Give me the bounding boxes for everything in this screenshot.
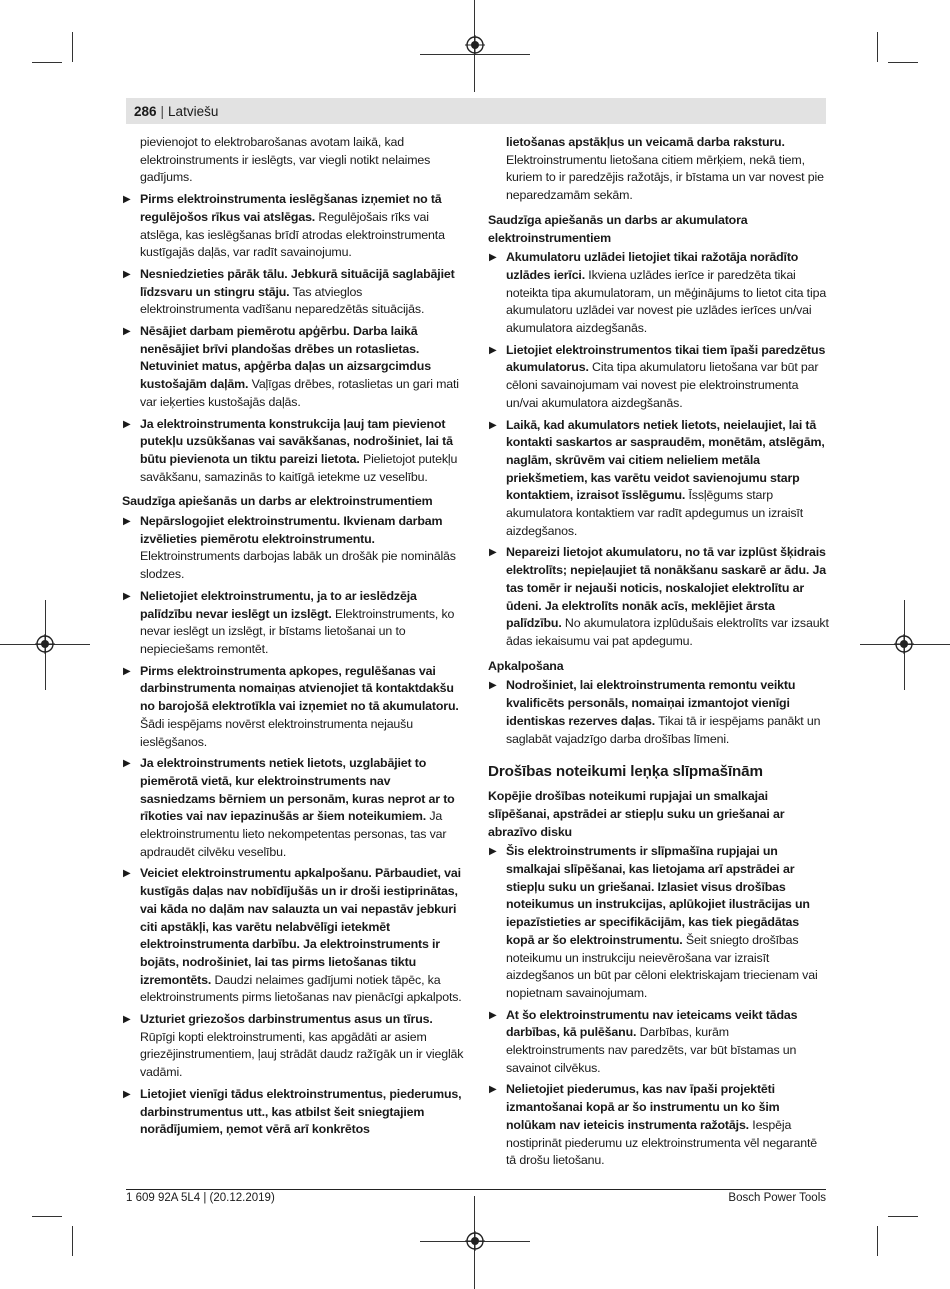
crop-mark [877,32,878,62]
subheading-power-tools: Saudzīga apiešanās un darbs ar elektroinstrumentiem [122,494,433,509]
list-item [488,249,830,338]
item-text: Pielietojot putekļu savākšanu, samazinās to kaitīgā ietekme uz veselību. [140,451,458,484]
item-text: Iespēja nostiprināt piederumu uz elektroinstrumenta vēl negarantē tā drošu lietošanu. [506,1117,818,1168]
footer-rule [126,1189,826,1190]
crop-mark [32,62,62,63]
bullet-arrow-icon: ▶ [489,419,497,431]
item-bold-text: Nodrošiniet, lai elektroinstrumenta remontu veiktu kvalificēts personāls, nomaiņai izmantojot vienīgi identiskas rezerves daļas. [506,678,796,728]
item-bold-text: Nelietojiet piederumus, kas nav īpaši projektēti izmantošanai kopā ar šo instrumentu un ko šim nolūkam nav ieteicis instrumenta ražotājs. [506,1082,780,1132]
page-header [126,98,826,124]
list-item [488,544,830,650]
bullet-arrow-icon: ▶ [123,194,131,206]
list-item [488,1007,830,1078]
bullet-arrow-icon: ▶ [123,326,131,338]
item-text: Tikai tā ir iespējams panākt un saglabāt vajadzīgo darba drošības līmeni. [506,713,821,746]
footer-doc-id: 1 609 92A 5L4 | (20.12.2019) [126,1192,275,1204]
page-number: 286 [134,103,157,119]
list-item [122,323,464,412]
crop-mark [888,1216,918,1217]
item-bold-text: Lietojiet elektroinstrumentos tikai tiem īpaši paredzētus akumulatorus. [506,342,826,375]
crop-mark [32,1216,62,1217]
list-item [122,416,464,487]
item-bold-text: Šis elektroinstruments ir slīpmašīna rupjajai un smalkajai slīpēšanai, kas lietojama arī apstrādei ar stiepļu suku un griešanai. Izlasiet visus drošības noteikumus un instrukcijas, aplūkojiet ilustrācijas un iepazīstieties ar specifikācijām, kas tiek piegādātas kopā ar šo elektroinstrumentu. [506,844,810,947]
list-item [122,513,464,584]
registration-mark-icon [35,634,55,654]
item-text: Cita tipa akumulatoru lietošana var būt par cēloni savainojumam vai novest pie elektroinstrumenta un/vai akumulatora aizdegšanās. [506,360,819,410]
item-bold-text: Ja elektroinstrumenta konstrukcija ļauj tam pievienot putekļu uzsūkšanas vai savākšanas, nodrošiniet, lai tā būtu pievienota un tiktu pareizi lietota. [140,416,453,466]
list-item [122,191,464,262]
bullet-arrow-icon: ▶ [123,665,131,677]
list-item [122,1086,464,1139]
item-text: Vaļīgas drēbes, rotaslietas un gari mati var ieķerties kustošajās daļās. [140,377,459,409]
safety-list [488,249,830,650]
list-item [122,663,464,752]
crop-mark [888,62,918,63]
item-text: Regulējošais rīks vai atslēga, kas ieslēgšanas brīdī atrodas elektroinstrumenta kustīgajās daļās, var radīt savainojumu. [140,209,445,260]
registration-mark-icon [894,634,914,654]
bullet-arrow-icon: ▶ [123,1088,131,1100]
list-item [488,417,830,541]
list-item [488,677,830,748]
bullet-arrow-icon: ▶ [123,1014,131,1026]
item-bold-text: Veiciet elektroinstrumentu apkalpošanu. Pārbaudiet, vai kustīgās daļas nav nobīdījušās un ir droši iestiprinātas, vai kāda no daļām nav salauzta un vai nepastāv jebkuri citi apstākļi, kas varētu nelabvēlīgi ietekmēt elektroinstrumenta darbību. Ja elektroinstruments ir bojāts, nodrošiniet, lai tas pirms lietošanas tiktu izremontēts. [140,866,461,987]
item-text: Elektroinstruments darbojas labāk un drošāk pie nominālās slodzes. [140,549,456,582]
crop-mark [877,1226,878,1256]
crop-mark [72,32,73,62]
bullet-arrow-icon: ▶ [489,1009,497,1021]
safety-list [122,513,464,1139]
bullet-arrow-icon: ▶ [123,268,131,280]
list-item [488,843,830,1002]
bullet-arrow-icon: ▶ [123,516,131,528]
item-text: Daudzi nelaimes gadījumi notiek tāpēc, ka elektroinstruments pirms lietošanas nav pienācīgi apkalpots. [140,972,462,1005]
bullet-arrow-icon: ▶ [123,868,131,880]
item-text: Ja elektroinstrumentu lieto nekompetentas personas, tas var apdraudēt cilvēku veselību. [140,809,447,859]
list-item [122,755,464,861]
bullet-arrow-icon: ▶ [489,344,497,356]
header-separator: | [160,103,165,119]
item-bold-text: Nesniedzieties pārāk tālu. Jebkurā situācijā saglabājiet līdzsvaru un stingru stāju. [140,266,455,299]
list-item [122,1011,464,1082]
item-text: Darbības, kurām elektroinstruments nav paredzēts, var būt bīstamas un savainot cilvēkus. [506,1025,797,1075]
bullet-arrow-icon: ▶ [489,846,497,858]
item-bold-text: Laikā, kad akumulators netiek lietots, neielaujiet, lai tā kontakti saskartos ar saspraudēm, monētām, atslēgām, naglām, skrūvēm vai citiem nelieliem metāla priekšmetiem, kas varētu veidot savienojumu starp kontaktiem, izraisot īsslēgumu. [506,417,825,503]
subheading-battery: Saudzīga apiešanās un darbs ar akumulatora elektroinstrumentiem [488,212,748,245]
footer-brand: Bosch Power Tools [728,1192,826,1204]
item-bold-text: At šo elektroinstrumentu nav ieteicams veikt tādas darbības, kā pulēšanu. [506,1007,798,1040]
left-column [122,134,464,1143]
safety-list [122,191,464,486]
item-text: Šādi iespējams novērst elektroinstrumenta nejaušu ieslēgšanos. [140,716,413,749]
bullet-arrow-icon: ▶ [123,590,131,602]
item-bold-text: Nepārslogojiet elektroinstrumentu. Ikvienam darbam izvēlieties piemērotu elektroinstrumentu. [140,514,443,546]
item-text: No akumulatora izplūdušais elektrolīts var izsaukt ādas iekaisumu vai pat apdegumu. [506,616,829,648]
list-item [122,588,464,659]
subheading-service: Apkalpošana [488,658,564,673]
right-column [488,134,830,1174]
registration-mark-icon [465,35,485,55]
list-item [488,342,830,413]
crop-mark [72,1226,73,1256]
item-bold-text: Akumulatoru uzlādei lietojiet tikai ražotāja norādīto uzlādes ierīci. [506,250,799,282]
item-bold-text: Nelietojiet elektroinstrumentu, ja to ar ieslēdzēja palīdzību nevar ieslēgt un izslēgt. [140,588,417,621]
safety-list [488,677,830,748]
header-language: Latviešu [168,103,219,119]
subheading-common: Kopējie drošības noteikumi rupjajai un smalkajai slīpēšanai, apstrādei ar stiepļu suku un griešanai ar abrazīvo disku [488,789,785,839]
continued-paragraph [488,134,830,205]
item-bold-text: Uzturiet griezošos darbinstrumentus asus un tīrus. [140,1012,433,1027]
bullet-arrow-icon: ▶ [123,418,131,430]
bullet-arrow-icon: ▶ [489,1084,497,1096]
item-bold-text: Lietojiet vienīgi tādus elektroinstrumentus, piederumus, darbinstrumentus utt., kas atbilst šeit sniegtajiem norādījumiem, ņemot vērā arī konkrētos [140,1086,462,1137]
bullet-arrow-icon: ▶ [489,252,497,264]
item-text: Tas atvieglos elektroinstrumenta vadīšanu neparedzētās situācijās. [140,284,425,317]
item-bold-text: Ja elektroinstruments netiek lietots, uzglabājiet to piemērotā vietā, kur elektroinstruments nav sasniedzams bērniem un personām, kuras neprot ar to rīkoties vai nav iepazinušās ar šiem noteikumiem. [140,756,455,824]
item-text: Šeit sniegto drošības noteikumu un instrukciju neievērošana var izraisīt aizdegšanos un būt par cēloni elektriskajam triecienam vai nopietnam savainojumam. [506,932,818,1000]
bullet-arrow-icon: ▶ [489,680,497,692]
item-bold-text: Nēsājiet darbam piemērotu apģērbu. Darba laikā nenēsājiet brīvi plandošas drēbes un rotaslietas. Netuviniet matus, apģērba daļas un aizsargcimdus kustošajām daļām. [140,324,431,392]
item-text: Īssļēgums starp akumulatora kontaktiem var radīt apdegumus un izraisīt aizdegšanos. [506,488,803,538]
list-item [122,266,464,319]
bullet-arrow-icon: ▶ [123,758,131,770]
item-text: Rūpīgi kopti elektroinstrumenti, kas apgādāti ar asiem griezējinstrumentiem, ļauj strādāt daudz ražīgāk un ir vieglāk vadāmi. [140,1029,464,1080]
intro-paragraph: pievienojot to elektrobarošanas avotam laikā, kad elektroinstruments ir ieslēgts, var viegli notikt nelaimes gadījums. [140,135,431,185]
item-text: Ikviena uzlādes ierīce ir paredzēta tikai noteikta tipa akumulatoram, un mēģinājums to lietot cita tipa akumulatoru uzlādei var novest pie uzlādes ierīces un/vai akumulatora aizdegšanās. [506,267,827,336]
safety-list [488,843,830,1170]
registration-mark-icon [465,1231,485,1251]
continued-text: Elektroinstrumentu lietošana citiem mērķiem, nekā tiem, kuriem to ir paredzējis ražotājs, ir bīstama un var novest pie neparedzamām sekām. [506,152,824,203]
bullet-arrow-icon: ▶ [489,547,497,559]
item-bold-text: Pirms elektroinstrumenta apkopes, regulēšanas vai darbinstrumenta nomaiņas atvienojiet tā kontaktdakšu no barojošā elektrotīkla vai izņemiet no tā akumulatoru. [140,663,459,714]
item-bold-text: Pirms elektroinstrumenta ieslēgšanas izņemiet no tā regulējošos rīkus vai atslēgas. [140,192,442,224]
continued-bold: lietošanas apstākļus un veicamā darba raksturu. [506,135,785,149]
section-title: Drošības noteikumi leņķa slīpmašīnām [488,763,763,781]
list-item [488,1081,830,1170]
list-item [122,865,464,1007]
item-bold-text: Nepareizi lietojot akumulatoru, no tā var izplūst šķidrais elektrolīts; nepieļaujiet tā nonākšanu saskarē ar ādu. Ja tas tomēr ir nejauši noticis, noskalojiet elektrolītu ar ūdeni. Ja elektrolīts nonāk acīs, meklējiet ārsta palīdzību. [506,545,826,631]
item-text: Elektroinstruments, ko nevar ieslēgt un izslēgt, ir bīstams lietošanai un to nepieciešams remontēt. [140,606,455,656]
